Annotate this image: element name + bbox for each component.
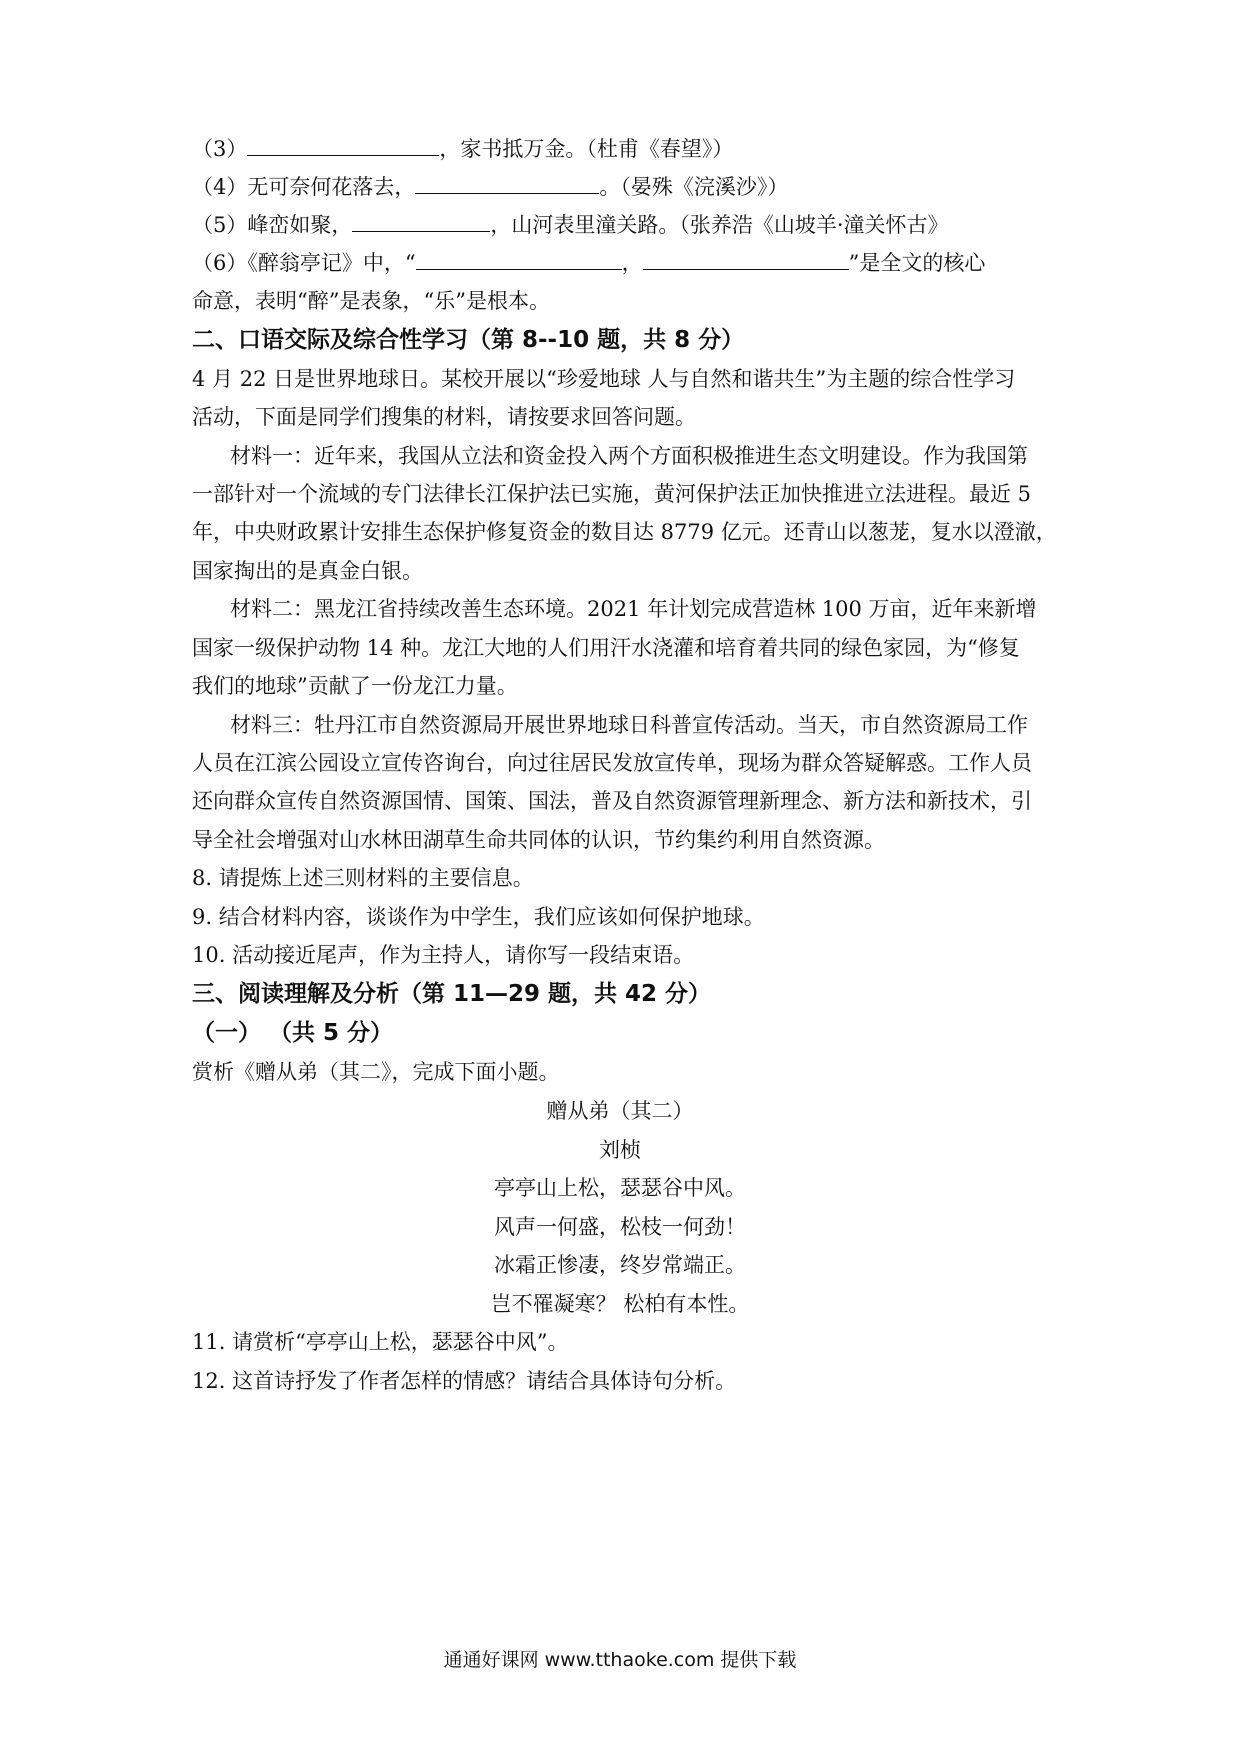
question-8: 8. 请提炼上述三则材料的主要信息。 xyxy=(192,866,534,890)
question-3 xyxy=(192,133,733,164)
question-4 xyxy=(192,171,788,202)
poem-author: 刘桢 xyxy=(599,1138,641,1162)
material-1-line-3: 年，中央财政累计安排生态保护修复资金的数目达 8779 亿元。还青山以葱茏，复水以澄澈， xyxy=(192,520,1057,544)
answer-blank[interactable] xyxy=(247,133,439,156)
poem-title: 赠从弟（其二） xyxy=(546,1099,694,1123)
question-text: ，山河表里潼关路。（张养浩《山坡羊·潼关怀古》 xyxy=(490,213,949,237)
question-9: 9. 结合材料内容，谈谈作为中学生，我们应该如何保护地球。 xyxy=(192,905,765,929)
question-text: 。（晏殊《浣溪沙》） xyxy=(599,175,789,199)
material-1-line-4: 国家掏出的是真金白银。 xyxy=(192,559,423,583)
question-6-continued: 命意，表明“醉”是表象，“乐”是根本。 xyxy=(192,289,550,313)
material-3-line-4: 导全社会增强对山水林田湖草生命共同体的认识，节约集约利用自然资源。 xyxy=(192,828,885,852)
question-10: 10. 活动接近尾声，作为主持人，请你写一段结束语。 xyxy=(192,943,695,967)
poem-line-3: 冰霜正惨凄，终岁常端正。 xyxy=(494,1253,746,1277)
question-6 xyxy=(192,247,985,278)
poem-line-1: 亭亭山上松，瑟瑟谷中风。 xyxy=(494,1176,746,1200)
answer-blank[interactable] xyxy=(643,247,849,270)
material-3-line-3: 还向群众宣传自然资源国情、国策、国法，普及自然资源管理新理念、新方法和新技术，引 xyxy=(192,789,1032,813)
section-3-heading: 三、阅读理解及分析（第 11—29 题，共 42 分） xyxy=(192,981,712,1007)
material-2-line-3: 我们的地球”贡献了一份龙江力量。 xyxy=(192,674,518,698)
question-5 xyxy=(192,209,949,240)
intro-line-1: 4 月 22 日是世界地球日。某校开展以“珍爱地球 人与自然和谐共生”为主题的综合性学习 xyxy=(192,367,1016,391)
question-text: ”是全文的核心 xyxy=(848,251,986,275)
page-footer: 通通好课网 www.tthaoke.com 提供下载 xyxy=(443,1649,797,1671)
question-11: 11. 请赏析“亭亭山上松，瑟瑟谷中风”。 xyxy=(192,1330,569,1354)
part-1-heading: （一） （共 5 分） xyxy=(192,1020,394,1046)
separator: ， xyxy=(621,251,643,275)
poem-line-4: 岂不罹凝寒？ 松柏有本性。 xyxy=(490,1292,750,1316)
material-1-line-2: 一部针对一个流域的专门法律长江保护法已实施，黄河保护法正加快推进立法进程。最近 5 xyxy=(192,482,1032,506)
question-prompt: （6）《醉翁亭记》中，“ xyxy=(192,251,416,275)
material-3-line-1: 材料三：牡丹江市自然资源局开展世界地球日科普宣传活动。当天，市自然资源局工作 xyxy=(230,713,1028,737)
answer-blank[interactable] xyxy=(415,171,599,194)
poem-line-2: 风声一何盛，松枝一何劲！ xyxy=(494,1215,746,1239)
poem-instruction: 赏析《赠从弟（其二》，完成下面小题。 xyxy=(192,1060,560,1084)
section-2-heading: 二、口语交际及综合性学习（第 8--10 题，共 8 分） xyxy=(192,327,745,353)
material-1-line-1: 材料一：近年来，我国从立法和资金投入两个方面积极推进生态文明建设。作为我国第 xyxy=(230,444,1028,468)
intro-line-2: 活动，下面是同学们搜集的材料，请按要求回答问题。 xyxy=(192,405,696,429)
answer-blank[interactable] xyxy=(352,209,490,232)
material-2-line-2: 国家一级保护动物 14 种。龙江大地的人们用汗水浇灌和培育着共同的绿色家园，为“修复 xyxy=(192,636,1020,660)
material-3-line-2: 人员在江滨公园设立宣传咨询台，向过往居民发放宣传单，现场为群众答疑解惑。工作人员 xyxy=(192,751,1032,775)
question-prompt: （5）峰峦如聚， xyxy=(192,213,353,237)
material-2-line-1: 材料二：黑龙江省持续改善生态环境。2021 年计划完成营造林 100 万亩，近年来新增 xyxy=(230,597,1037,621)
question-text: ，家书抵万金。（杜甫《春望》） xyxy=(439,137,734,161)
question-12: 12. 这首诗抒发了作者怎样的情感？请结合具体诗句分析。 xyxy=(192,1369,737,1393)
question-number: （3） xyxy=(192,137,248,161)
answer-blank[interactable] xyxy=(416,247,622,270)
question-prompt: （4）无可奈何花落去， xyxy=(192,175,416,199)
